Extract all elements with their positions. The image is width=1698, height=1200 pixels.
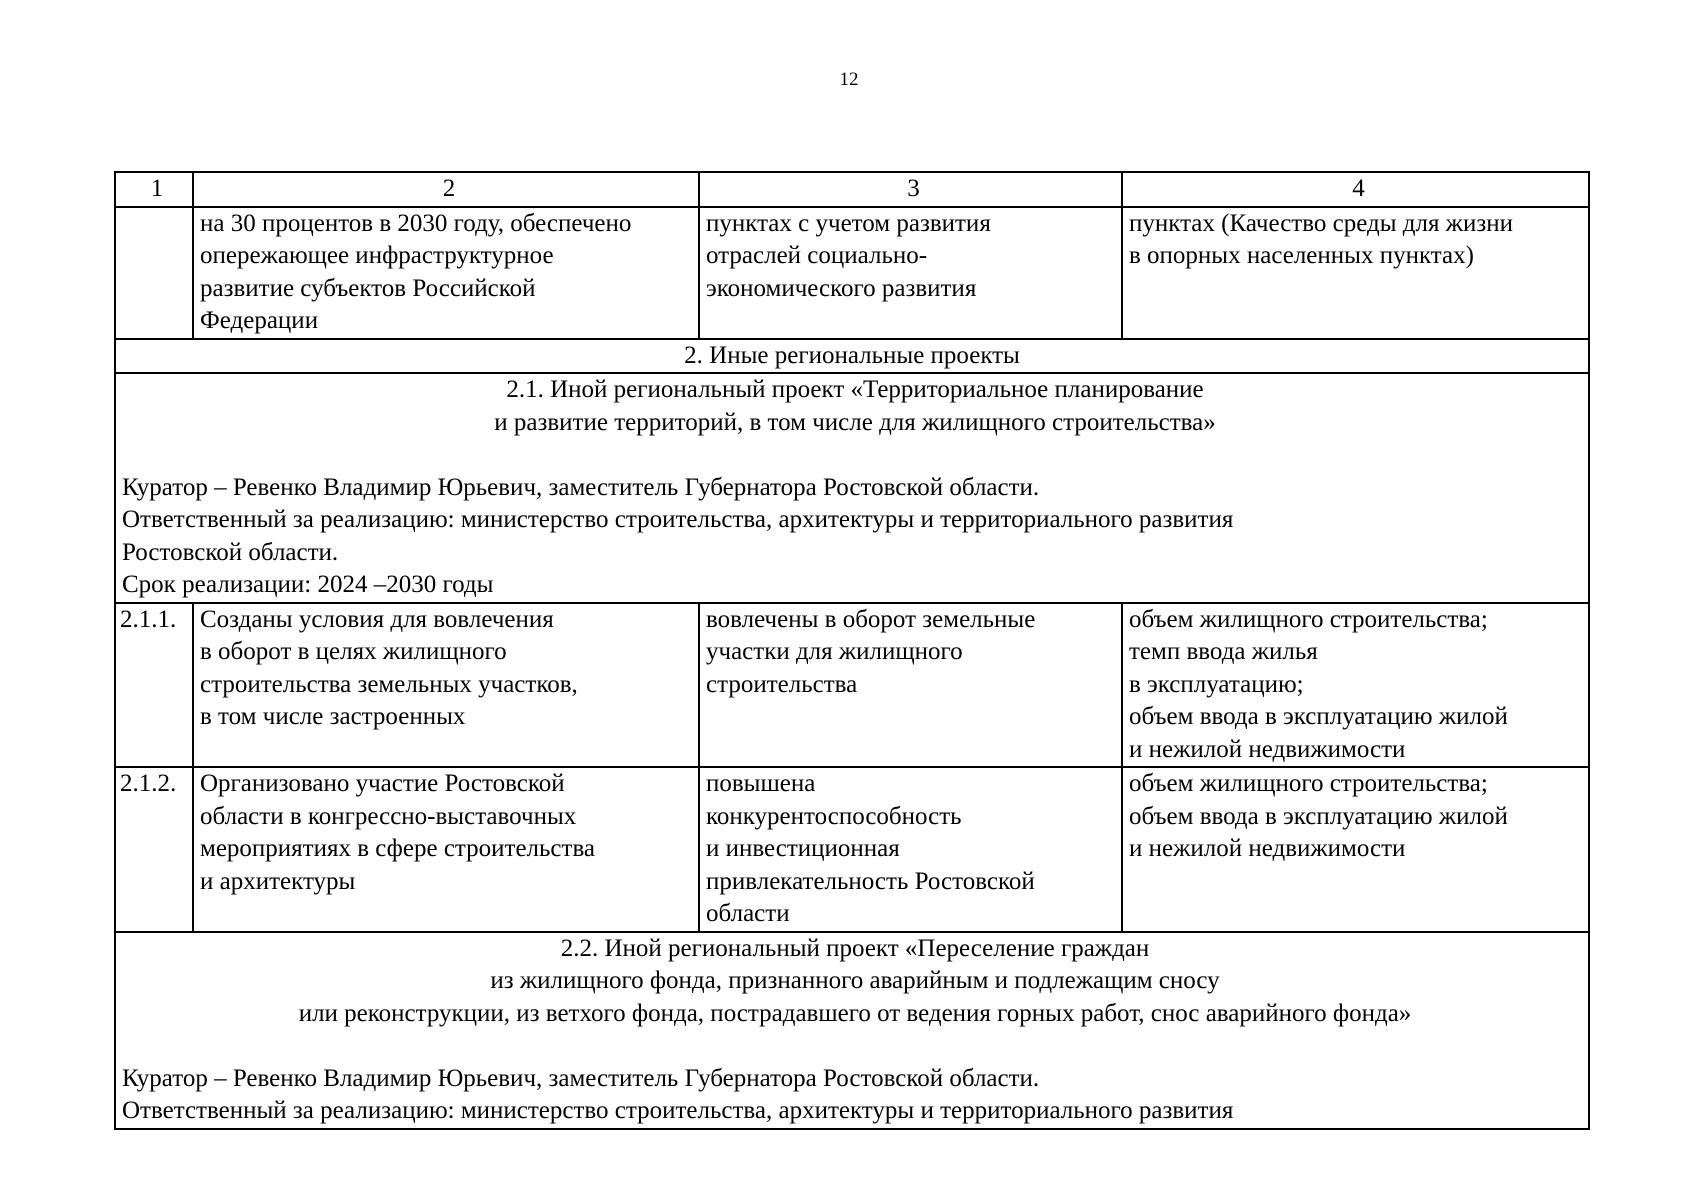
text-line: развитие субъектов Российской [200,274,536,302]
text-line: пунктах (Качество среды для жизни [1129,209,1513,237]
text-line: опережающее инфраструктурное [200,242,554,269]
text-line: и архитектуры [200,867,356,895]
section-title: 2. Иные региональные проекты [115,339,1589,374]
table-row [115,207,1589,339]
project-header-row [115,373,1589,603]
project-2-2-block [115,932,1589,1129]
text-line: объем ввода в эксплуатацию жилой [1129,802,1508,830]
text-line: в том числе застроенных [200,703,466,730]
project-2-1-info [122,472,1588,602]
text-line: в опорных населенных пунктах) [1129,242,1474,269]
goals-table [114,171,1590,1130]
project-2-2-info [122,1063,1588,1128]
project-header-row [115,932,1589,1129]
text-line: темп ввода жилья [1129,638,1318,665]
text-line: участки для жилищного [706,638,963,665]
curator-line: Куратор – Ревенко Владимир Юрьевич, заместитель Губернатора Ростовской области. [122,1064,1040,1092]
task-cell [193,603,699,768]
text-line: и нежилой недвижимости [1129,835,1406,862]
project-2-1-title [122,374,1588,439]
text-line: на 30 процентов в 2030 году, обеспечено [200,209,632,237]
text-line: Созданы условия для вовлечения [200,605,554,633]
row-number-cell: 2.1.1. [115,603,193,768]
text-line: области [706,900,790,927]
text-line: в оборот в целях жилищного [200,638,507,665]
row-number-cell [115,207,193,339]
text-line: 2.2. Иной региональный проект «Переселение граждан [560,934,1150,962]
indicator-cell [1122,207,1589,339]
effect-cell [699,767,1122,932]
project-2-1-block [115,373,1589,603]
text-line: объем ввода в эксплуатацию жилой [1129,703,1508,730]
effect-cell [699,207,1122,339]
table-header-row [115,172,1589,207]
header-cell-1: 1 [115,172,193,207]
text-line: или реконструкции, из ветхого фонда, пострадавшего от ведения горных работ, снос аварийного фонда» [298,999,1412,1027]
text-line: объем жилищного строительства; [1129,605,1488,633]
text-line: и инвестиционная [706,835,900,862]
text-line: пунктах с учетом развития [706,209,991,237]
text-line: повышена [706,770,816,797]
text-line: привлекательность Ростовской [706,867,1035,895]
page-number: 12 [839,69,859,90]
table-row [115,603,1589,768]
term-line: Срок реализации: 2024 –2030 годы [122,571,494,598]
responsible-line: Ответственный за реализацию: министерство строительства, архитектуры и территориального развития [122,1097,1234,1124]
effect-cell [699,603,1122,768]
table-row [115,767,1589,932]
spacer [122,1030,1588,1063]
responsible-line: Ответственный за реализацию: министерство строительства, архитектуры и территориального развития [122,506,1234,533]
text-line: объем жилищного строительства; [1129,770,1488,797]
text-line: конкурентоспособность [706,802,962,830]
indicator-cell [1122,603,1589,768]
header-cell-4: 4 [1122,172,1589,207]
text-line: 2.1. Иной региональный проект «Территориальное планирование [506,376,1204,403]
task-cell [193,767,699,932]
text-line: из жилищного фонда, признанного аварийным и подлежащим сносу [490,967,1220,994]
text-line: строительства [706,670,858,698]
spacer [122,439,1588,472]
text-line: в эксплуатацию; [1129,670,1304,698]
text-line: экономического развития [706,274,977,302]
indicator-cell [1122,767,1589,932]
curator-line: Куратор – Ревенко Владимир Юрьевич, заместитель Губернатора Ростовской области. [122,473,1040,501]
text-line: и развитие территорий, в том числе для жилищного строительства» [494,408,1216,436]
text-line: отраслей социально- [706,242,928,269]
text-line: и нежилой недвижимости [1129,735,1406,763]
task-cell [193,207,699,339]
text-line: области в конгрессно-выставочных [200,802,577,830]
text-line: мероприятиях в сфере строительства [200,835,596,862]
text-line: вовлечены в оборот земельные [706,605,1036,633]
section-title-row [115,339,1589,374]
row-number-cell: 2.1.2. [115,767,193,932]
text-line: Федерации [200,307,319,334]
header-cell-3: 3 [699,172,1122,207]
header-cell-2: 2 [193,172,699,207]
text-line: Организовано участие Ростовской [200,770,565,797]
project-2-2-title [122,933,1588,1031]
text-line: строительства земельных участков, [200,670,578,698]
responsible-line-cont: Ростовской области. [122,538,339,566]
